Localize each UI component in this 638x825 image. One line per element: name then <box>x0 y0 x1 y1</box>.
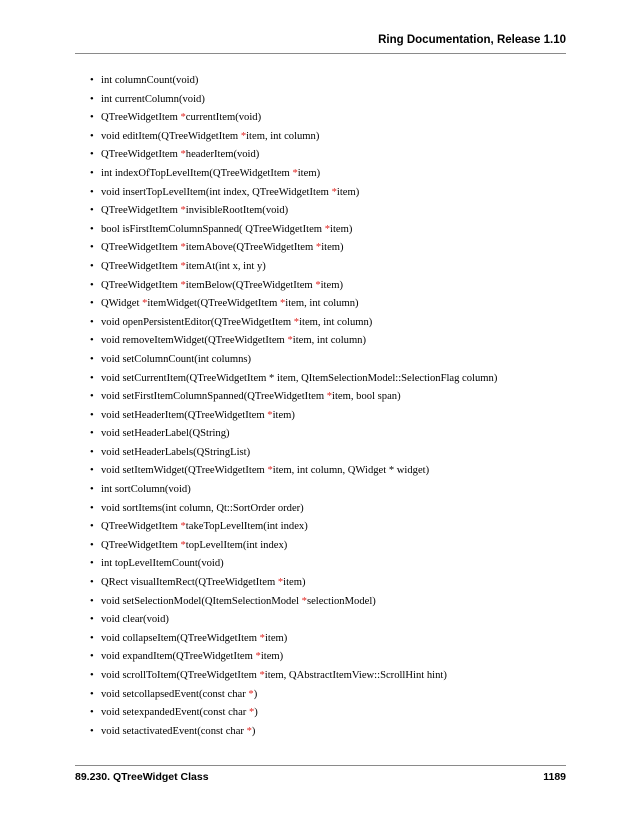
signature-text: QTreeWidgetItem <box>101 205 181 217</box>
method-signature <box>101 202 288 221</box>
bullet-icon: • <box>90 279 94 291</box>
signature-text: item) <box>320 279 343 291</box>
signature-text: QTreeWidgetItem <box>101 149 181 161</box>
signature-text: invisibleRootItem(void) <box>185 205 289 217</box>
bullet-icon: • <box>90 409 94 421</box>
signature-text: QTreeWidgetItem <box>101 521 181 533</box>
bullet-icon: • <box>90 707 94 719</box>
method-signature <box>101 332 366 351</box>
signature-text: item, int column) <box>246 130 320 142</box>
signature-text: void setHeaderItem(QTreeWidgetItem <box>101 409 268 421</box>
method-signature <box>101 537 287 556</box>
method-signature <box>101 462 429 481</box>
bullet-icon: • <box>90 688 94 700</box>
bullet-icon: • <box>90 316 94 328</box>
pointer-star: * <box>279 298 286 310</box>
bullet-icon: • <box>90 186 94 198</box>
signature-text: void setColumnCount(int columns) <box>101 353 252 365</box>
signature-text: void expandItem(QTreeWidgetItem <box>101 651 256 663</box>
bullet-icon: • <box>90 651 94 663</box>
signature-text: item) <box>260 651 284 663</box>
signature-text: void setCurrentItem(QTreeWidgetItem * item, QItemSelectionModel::SelectionFlag column) <box>101 372 498 384</box>
bullet-icon: • <box>90 75 94 86</box>
bullet-icon: • <box>90 298 94 310</box>
method-signature <box>101 704 258 723</box>
method-signature <box>101 239 344 258</box>
signature-text: void setSelectionModel(QItemSelectionModel <box>101 595 302 607</box>
bullet-icon: • <box>90 465 94 477</box>
signature-text: void setactivatedEvent(const char <box>101 725 247 737</box>
signature-text: currentItem(void) <box>185 112 262 124</box>
signature-text: takeTopLevelItem(int index) <box>185 521 308 533</box>
pointer-star: * <box>259 632 265 644</box>
pointer-star: * <box>267 465 273 477</box>
method-signature <box>101 481 191 500</box>
method-signature <box>101 184 359 203</box>
page-header <box>75 30 566 54</box>
pointer-star: * <box>180 539 186 551</box>
bullet-icon: • <box>90 632 94 644</box>
signature-text: item, int column) <box>299 316 373 328</box>
signature-text: void setHeaderLabel(QString) <box>101 428 230 440</box>
bullet-icon: • <box>90 521 94 533</box>
signature-text: void setHeaderLabels(QStringList) <box>101 446 251 458</box>
method-signature <box>101 407 295 426</box>
method-signature <box>101 72 198 91</box>
method-signature <box>101 518 308 537</box>
method-signature <box>101 146 259 165</box>
section-title: 89.230. QTreeWidget Class <box>75 771 209 783</box>
method-signature <box>101 593 376 612</box>
method-signature <box>101 370 497 389</box>
signature-text: int columnCount(void) <box>101 75 199 86</box>
page-number: 1189 <box>543 771 566 783</box>
signature-text: ) <box>254 707 258 719</box>
signature-text: item) <box>297 167 321 179</box>
signature-text: void setcollapsedEvent(const char <box>101 688 249 700</box>
pointer-star: * <box>180 279 186 291</box>
pointer-star: * <box>326 391 333 403</box>
method-signature <box>101 221 352 240</box>
pointer-star: * <box>248 688 254 700</box>
method-signature <box>101 425 230 444</box>
signature-text: itemAbove(QTreeWidgetItem <box>185 242 316 254</box>
signature-text: QWidget <box>101 298 143 310</box>
bullet-icon: • <box>90 130 94 142</box>
signature-text: selectionModel) <box>306 595 376 607</box>
signature-text: void editItem(QTreeWidgetItem <box>101 130 241 142</box>
pointer-star: * <box>180 521 186 533</box>
bullet-icon: • <box>90 595 94 607</box>
method-signature <box>101 686 257 705</box>
signature-text: QTreeWidgetItem <box>101 260 181 272</box>
footer-rule <box>75 765 566 766</box>
signature-text: void removeItemWidget(QTreeWidgetItem <box>101 335 288 347</box>
pointer-star: * <box>267 409 273 421</box>
pointer-star: * <box>315 242 322 254</box>
pointer-star: * <box>180 112 186 124</box>
pointer-star: * <box>240 130 247 142</box>
signature-text: int sortColumn(void) <box>101 484 191 496</box>
signature-text: ) <box>253 688 258 700</box>
bullet-icon: • <box>90 577 94 589</box>
method-signature <box>101 630 287 649</box>
method-signature <box>101 109 261 128</box>
method-signature <box>101 351 251 370</box>
signature-text: item, bool span) <box>332 391 401 403</box>
signature-text: QTreeWidgetItem <box>101 112 181 124</box>
pointer-star: * <box>142 298 148 310</box>
method-signature <box>101 295 359 314</box>
bullet-icon: • <box>90 558 94 570</box>
signature-text: void scrollToItem(QTreeWidgetItem <box>101 670 260 681</box>
signature-text: int topLevelItemCount(void) <box>101 558 224 570</box>
signature-text: void sortItems(int column, Qt::SortOrder order) <box>101 502 304 514</box>
bullet-icon: • <box>90 242 94 254</box>
bullet-icon: • <box>90 260 94 272</box>
method-signature <box>101 128 319 147</box>
signature-text: QTreeWidgetItem <box>101 242 181 254</box>
signature-text: itemWidget(QTreeWidgetItem <box>147 298 280 310</box>
method-signature <box>101 611 169 630</box>
signature-text: QTreeWidgetItem <box>101 539 181 551</box>
bullet-icon: • <box>90 205 94 217</box>
document-title: Ring Documentation, Release 1.10 <box>378 34 566 46</box>
signature-text: void insertTopLevelItem(int index, QTreeWidgetItem <box>101 186 332 198</box>
signature-text: void clear(void) <box>101 614 169 626</box>
pointer-star: * <box>315 279 321 291</box>
signature-text: headerItem(void) <box>185 149 260 161</box>
signature-text: itemAt(int x, int y) <box>185 260 266 272</box>
method-signature <box>101 314 372 333</box>
bullet-icon: • <box>90 614 94 626</box>
signature-text: item) <box>283 577 306 589</box>
bullet-icon: • <box>90 353 94 365</box>
pointer-star: * <box>324 223 330 235</box>
signature-text: void setFirstItemColumnSpanned(QTreeWidgetItem <box>101 391 327 403</box>
bullet-icon: • <box>90 670 94 681</box>
header-rule <box>75 53 566 54</box>
pointer-star: * <box>331 186 337 198</box>
signature-text: int indexOfTopLevelItem(QTreeWidgetItem <box>101 167 293 179</box>
bullet-icon: • <box>90 391 94 403</box>
method-signature <box>101 388 401 407</box>
signature-text: QRect visualItemRect(QTreeWidgetItem <box>101 577 278 589</box>
bullet-icon: • <box>90 223 94 235</box>
page-footer <box>75 765 566 789</box>
pointer-star: * <box>180 205 186 217</box>
method-signature <box>101 91 205 110</box>
signature-text: int currentColumn(void) <box>101 93 205 105</box>
signature-text: void collapseItem(QTreeWidgetItem <box>101 632 260 644</box>
pointer-star: * <box>287 335 293 347</box>
method-signature <box>101 574 306 593</box>
signature-text: void setexpandedEvent(const char <box>101 707 249 719</box>
pointer-star: * <box>293 316 300 328</box>
pointer-star: * <box>259 670 265 681</box>
signature-text: topLevelItem(int index) <box>185 539 288 551</box>
bullet-icon: • <box>90 372 94 384</box>
pointer-star: * <box>180 242 186 254</box>
method-signature <box>101 165 320 184</box>
signature-text: bool isFirstItemColumnSpanned( QTreeWidgetItem <box>101 223 325 235</box>
method-signature <box>101 500 304 519</box>
signature-text: item) <box>336 186 360 198</box>
pointer-star: * <box>292 167 298 179</box>
method-signature <box>101 277 343 296</box>
bullet-icon: • <box>90 112 94 124</box>
method-signature <box>101 723 255 742</box>
bullet-icon: • <box>90 539 94 551</box>
method-signature <box>101 648 283 667</box>
signature-text: QTreeWidgetItem <box>101 279 181 291</box>
pointer-star: * <box>246 725 252 737</box>
bullet-icon: • <box>90 149 94 161</box>
bullet-icon: • <box>90 725 94 737</box>
bullet-icon: • <box>90 335 94 347</box>
pointer-star: * <box>180 149 186 161</box>
bullet-icon: • <box>90 167 94 179</box>
method-signature <box>101 667 447 686</box>
pointer-star: * <box>180 260 186 272</box>
signature-text: void openPersistentEditor(QTreeWidgetItem <box>101 316 294 328</box>
signature-text: item, int column) <box>292 335 367 347</box>
pointer-star: * <box>301 595 307 607</box>
signature-text: item, int column, QWidget * widget) <box>272 465 430 477</box>
method-signature <box>101 444 250 463</box>
signature-text: item) <box>264 632 288 644</box>
signature-text: item) <box>321 242 344 254</box>
method-signature <box>101 258 266 277</box>
signature-text: itemBelow(QTreeWidgetItem <box>185 279 316 291</box>
signature-text: item) <box>330 223 353 235</box>
bullet-icon: • <box>90 502 94 514</box>
pointer-star: * <box>277 577 284 589</box>
pointer-star: * <box>248 707 255 719</box>
signature-text: void setItemWidget(QTreeWidgetItem <box>101 465 268 477</box>
bullet-icon: • <box>90 446 94 458</box>
bullet-icon: • <box>90 484 94 496</box>
signature-text: item) <box>272 409 295 421</box>
pointer-star: * <box>255 651 261 663</box>
signature-text: ) <box>251 725 256 737</box>
method-signature <box>101 555 224 574</box>
bullet-icon: • <box>90 93 94 105</box>
signature-text: item, QAbstractItemView::ScrollHint hint) <box>264 670 447 681</box>
bullet-icon: • <box>90 428 94 440</box>
signature-text: item, int column) <box>285 298 359 310</box>
